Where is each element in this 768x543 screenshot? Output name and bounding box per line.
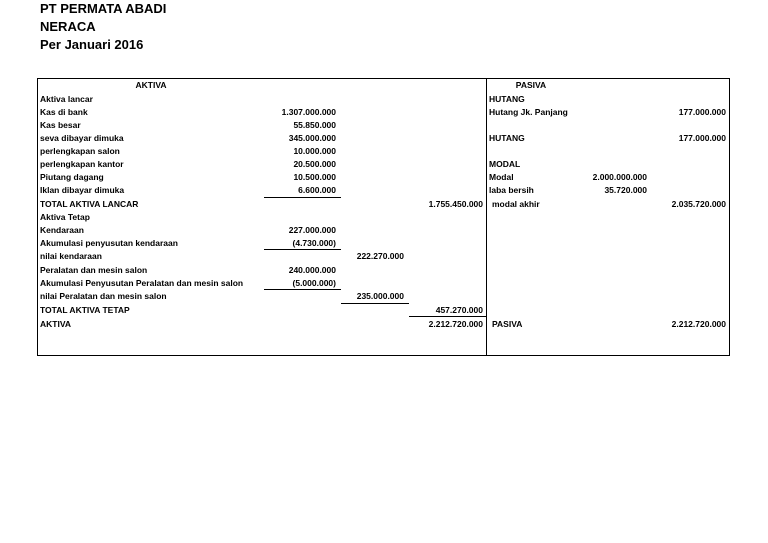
- lancar-item-label: perlengkapan kantor: [40, 159, 124, 169]
- lancar-item-amount: 6.600.000: [298, 185, 336, 195]
- subtotal-rule: [341, 303, 409, 304]
- modal-akhir-amount: 2.035.720.000: [671, 199, 726, 209]
- kendaraan-label: Kendaraan: [40, 225, 84, 235]
- subtotal-rule: [264, 197, 341, 198]
- lancar-item-label: Piutang dagang: [40, 172, 104, 182]
- lancar-item-amount: 55.850.000: [293, 120, 336, 130]
- report-period: Per Januari 2016: [40, 37, 144, 52]
- nilai-kendaraan-amount: 222.270.000: [356, 251, 404, 261]
- akum-kendaraan-label: Akumulasi penyusutan kendaraan: [40, 238, 178, 248]
- modal-amount: 2.000.000.000: [592, 172, 647, 182]
- total-rule: [409, 316, 486, 317]
- peralatan-amount: 240.000.000: [288, 265, 336, 275]
- lancar-item-amount: 1.307.000.000: [281, 107, 336, 117]
- hutang-total-label: HUTANG: [489, 133, 525, 143]
- hutang-jp-amount: 177.000.000: [678, 107, 726, 117]
- nilai-peralatan-amount: 235.000.000: [356, 291, 404, 301]
- modal-akhir-label: modal akhir: [492, 199, 540, 209]
- company-name: PT PERMATA ABADI: [40, 1, 167, 16]
- laba-bersih-amount: 35.720.000: [604, 185, 647, 195]
- pasiva-total-label: PASIVA: [492, 319, 523, 329]
- aktiva-heading: AKTIVA: [135, 80, 167, 90]
- lancar-item-amount: 10.500.000: [293, 172, 336, 182]
- subtotal-rule: [264, 289, 341, 290]
- hutang-jp-label: Hutang Jk. Panjang: [489, 107, 568, 117]
- modal-label: Modal: [489, 172, 514, 182]
- nilai-kendaraan-label: nilai kendaraan: [40, 251, 102, 261]
- lancar-item-label: Iklan dibayar dimuka: [40, 185, 125, 195]
- akum-kendaraan-amount: (4.730.000): [292, 238, 336, 248]
- subtotal-rule: [264, 249, 341, 250]
- hutang-heading: HUTANG: [489, 94, 525, 104]
- akum-peralatan-amount: (5.000.000): [292, 278, 336, 288]
- aktiva-total-amount: 2.212.720.000: [428, 319, 483, 329]
- lancar-item-amount: 345.000.000: [288, 133, 336, 143]
- column-divider: [486, 78, 487, 356]
- aktiva-lancar-heading: Aktiva lancar: [40, 94, 93, 104]
- report-title: NERACA: [40, 19, 96, 34]
- lancar-item-label: seva dibayar dimuka: [40, 133, 124, 143]
- total-aktiva-tetap-amount: 457.270.000: [435, 305, 483, 315]
- modal-heading: MODAL: [489, 159, 521, 169]
- lancar-item-amount: 10.000.000: [293, 146, 336, 156]
- lancar-item-label: perlengkapan salon: [40, 146, 120, 156]
- pasiva-total-amount: 2.212.720.000: [671, 319, 726, 329]
- lancar-item-label: Kas di bank: [40, 107, 88, 117]
- lancar-item-amount: 20.500.000: [293, 159, 336, 169]
- nilai-peralatan-label: nilai Peralatan dan mesin salon: [40, 291, 167, 301]
- aktiva-total-label: AKTIVA: [40, 319, 72, 329]
- laba-bersih-label: laba bersih: [489, 185, 534, 195]
- lancar-item-label: Kas besar: [40, 120, 81, 130]
- total-aktiva-tetap-label: TOTAL AKTIVA TETAP: [40, 305, 130, 315]
- pasiva-heading: PASIVA: [515, 80, 547, 90]
- peralatan-label: Peralatan dan mesin salon: [40, 265, 148, 275]
- akum-peralatan-label: Akumulasi Penyusutan Peralatan dan mesin salon: [40, 278, 244, 288]
- total-aktiva-lancar-label: TOTAL AKTIVA LANCAR: [40, 199, 139, 209]
- total-aktiva-lancar-amount: 1.755.450.000: [428, 199, 483, 209]
- aktiva-tetap-heading: Aktiva Tetap: [40, 212, 90, 222]
- hutang-total-amount: 177.000.000: [678, 133, 726, 143]
- kendaraan-amount: 227.000.000: [288, 225, 336, 235]
